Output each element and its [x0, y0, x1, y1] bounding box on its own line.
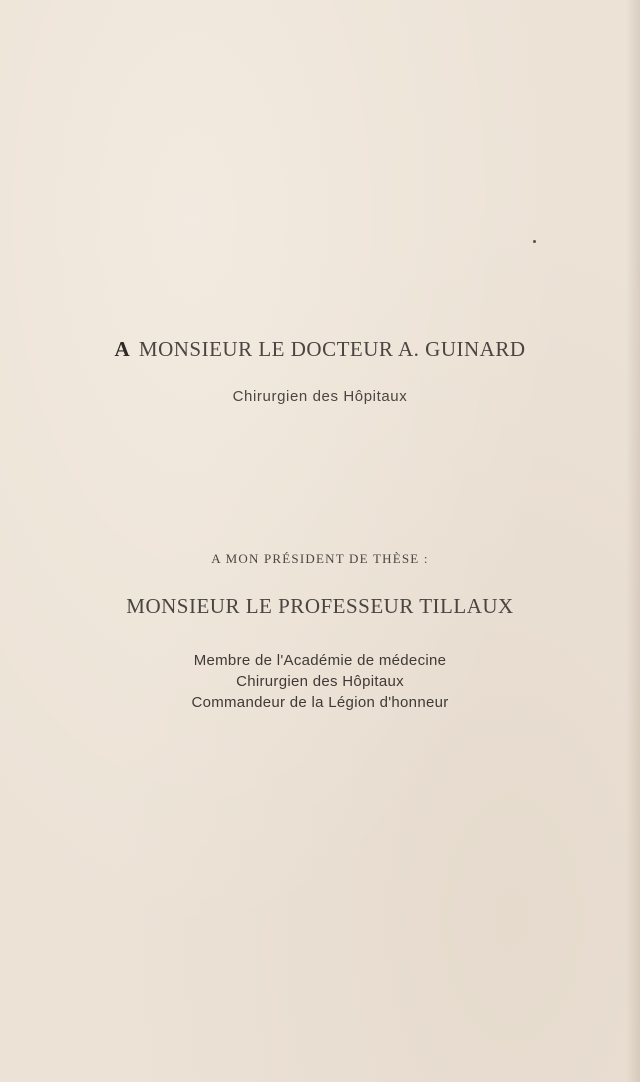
president-intro: A MON PRÉSIDENT DE THÈSE :: [211, 551, 429, 566]
page-edge-shadow: [626, 0, 640, 1082]
tillaux-title-line: Membre de l'Académie de médecine: [193, 652, 447, 669]
dedication-heading-guinard: [0, 337, 640, 362]
tillaux-titles: [0, 650, 640, 713]
dedication-name-guinard: MONSIEUR LE DOCTEUR A. GUINARD: [138, 337, 526, 361]
dedication-lead-word: A: [114, 337, 131, 361]
dedication-name-tillaux: MONSIEUR LE PROFESSEUR TILLAUX: [126, 594, 514, 618]
guinard-title: Chirurgien des Hôpitaux: [232, 388, 408, 405]
tillaux-title-line: Chirurgien des Hôpitaux: [236, 673, 404, 690]
tillaux-title-line: Commandeur de la Légion d'honneur: [191, 694, 449, 711]
ink-speck: [533, 240, 536, 243]
